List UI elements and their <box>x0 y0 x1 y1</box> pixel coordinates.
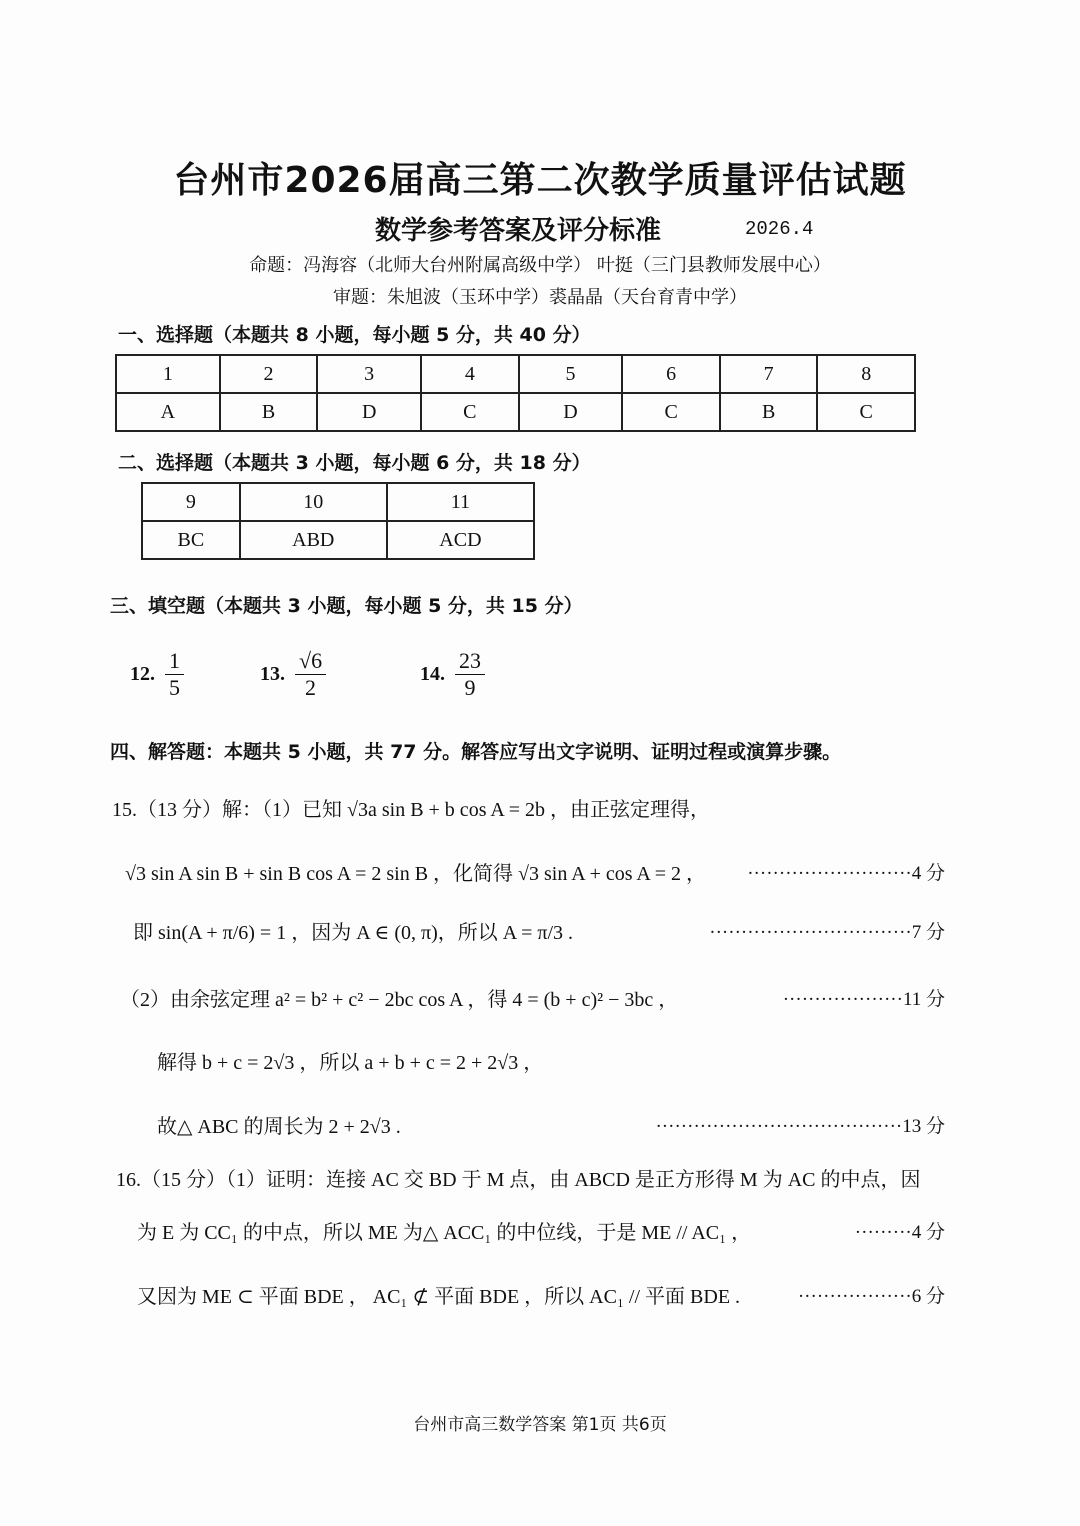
section2-heading: 二、选择题（本题共 3 小题，每小题 6 分，共 18 分） <box>118 452 591 474</box>
table-cell: C <box>421 393 519 431</box>
fraction <box>295 648 326 701</box>
score-marker: ··························4 分 <box>747 863 945 884</box>
numerator: √6 <box>295 648 326 675</box>
solution-line: 又因为 ME ⊂ 平面 BDE ， AC₁ ⊄ 平面 BDE ，所以 AC₁ // 平面 BDE . <box>137 1286 741 1308</box>
table-cell: 11 <box>387 483 534 521</box>
table-cell: B <box>220 393 318 431</box>
section1-heading: 一、选择题（本题共 8 小题，每小题 5 分，共 40 分） <box>118 324 591 346</box>
section3-heading: 三、填空题（本题共 3 小题，每小题 5 分，共 15 分） <box>110 595 583 617</box>
table-cell: 5 <box>519 355 623 393</box>
table-cell: 6 <box>622 355 720 393</box>
solution-line: 16.（15 分）（1）证明：连接 AC 交 BD 于 M 点，由 ABCD 是正方形得 M 为 AC 的中点，因 <box>116 1169 921 1191</box>
solution-line: 故△ ABC 的周长为 2 + 2√3 . <box>157 1116 401 1138</box>
score-marker: ·······································13 分 <box>655 1116 945 1137</box>
table-cell: 3 <box>317 355 421 393</box>
score-marker: ···················11 分 <box>782 989 945 1010</box>
table-cell: C <box>817 393 915 431</box>
table-cell: 9 <box>142 483 240 521</box>
solution-line: √3 sin A sin B + sin B cos A = 2 sin B ，化简得 √3 sin A + cos A = 2 ， <box>125 863 707 885</box>
table-cell: 4 <box>421 355 519 393</box>
table-cell: 1 <box>116 355 220 393</box>
table-cell: 2 <box>220 355 318 393</box>
table-cell: B <box>720 393 818 431</box>
numerator: 23 <box>455 648 485 675</box>
section2-answer-table <box>141 482 535 560</box>
numerator: 1 <box>165 648 184 675</box>
fraction <box>165 648 184 701</box>
score-marker: ··················6 分 <box>797 1286 945 1307</box>
fraction <box>455 648 485 701</box>
page-footer: 台州市高三数学答案 第1页 共6页 <box>413 1415 667 1435</box>
table-cell: 7 <box>720 355 818 393</box>
document-subtitle: 数学参考答案及评分标准 <box>375 216 662 246</box>
table-cell: ABD <box>240 521 387 559</box>
solution-line: 为 E 为 CC₁ 的中点，所以 ME 为△ ACC₁ 的中位线，于是 ME // AC₁ ， <box>137 1222 752 1244</box>
question-number: 12. <box>130 663 155 685</box>
reviewers-line: 审题：朱旭波（玉环中学）裘晶晶（天台育青中学） <box>333 287 747 308</box>
question-number: 14. <box>420 663 445 685</box>
solution-line: 即 sin(A + π/6) = 1 ，因为 A ∈ (0, π)，所以 A = π/3 . <box>133 922 574 944</box>
score-marker: ·········4 分 <box>854 1222 945 1243</box>
authors-line: 命题：冯海容（北师大台州附属高级中学） 叶挺（三门县教师发展中心） <box>249 255 831 276</box>
table-cell: 8 <box>817 355 915 393</box>
section1-answer-table <box>115 354 916 432</box>
document-date: 2026.4 <box>745 218 814 240</box>
table-cell: D <box>317 393 421 431</box>
table-cell: BC <box>142 521 240 559</box>
table-cell: C <box>622 393 720 431</box>
solution-line: 解得 b + c = 2√3 ，所以 a + b + c = 2 + 2√3 ， <box>157 1052 544 1074</box>
denominator: 5 <box>169 675 180 700</box>
fill-in-answer <box>260 648 326 701</box>
denominator: 9 <box>464 675 476 700</box>
table-cell: ACD <box>387 521 534 559</box>
table-cell: A <box>116 393 220 431</box>
document-title: 台州市2026届高三第二次教学质量评估试题 <box>173 160 907 201</box>
question-number: 13. <box>260 663 285 685</box>
section4-heading: 四、解答题：本题共 5 小题，共 77 分。解答应写出文字说明、证明过程或演算步骤。 <box>110 741 842 763</box>
table-cell: D <box>519 393 623 431</box>
fill-in-answer <box>130 648 184 701</box>
solution-line: （2）由余弦定理 a² = b² + c² − 2bc cos A ，得 4 = (b + c)² − 3bc ， <box>120 989 679 1011</box>
table-cell: 10 <box>240 483 387 521</box>
score-marker: ································7 分 <box>709 922 945 943</box>
solution-line: 15.（13 分）解：（1）已知 √3a sin B + b cos A = 2b ，由正弦定理得， <box>112 799 710 821</box>
fill-in-answer <box>420 648 485 701</box>
denominator: 2 <box>305 675 317 700</box>
